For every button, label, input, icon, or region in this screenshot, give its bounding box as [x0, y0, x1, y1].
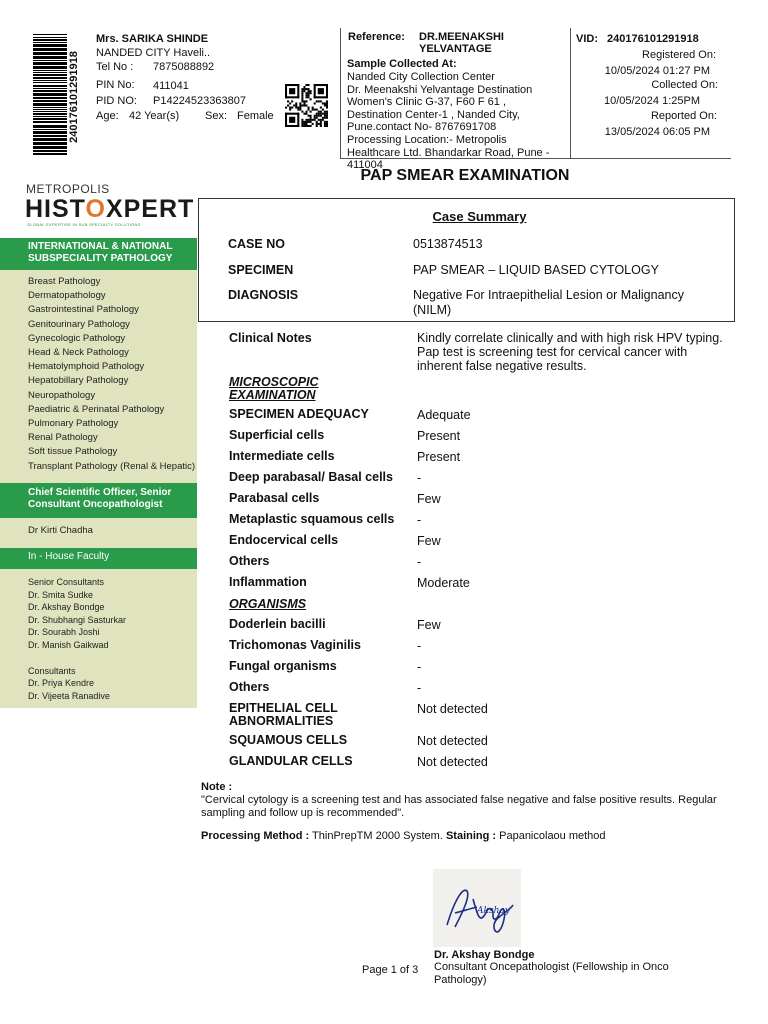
result-label: Endocervical cells [229, 533, 339, 547]
result-row [229, 471, 729, 492]
registered-value: 10/05/2024 01:27 PM [604, 65, 710, 77]
sidebar-heading-subspeciality: INTERNATIONAL & NATIONAL SUBSPECIALITY PATHOLOGY [0, 238, 197, 270]
result-value: Adequate [417, 408, 471, 422]
result-value: - [417, 555, 422, 569]
processing-method: Processing Method : ThinPrepTM 2000 System. Staining : Papanicolaou method [201, 830, 606, 842]
brand-tagline: GLOBAL EXPERTISE IN SUB SPECIALTY SOLUTIONS [27, 222, 141, 227]
faculty-list [0, 569, 197, 706]
tel-label: Tel No : [96, 61, 134, 73]
result-row [229, 513, 729, 534]
tel-value: 7875088892 [153, 61, 215, 73]
result-value: Few [417, 492, 441, 506]
result-row [229, 429, 729, 450]
result-label: Others [229, 554, 270, 568]
reference-label: Reference: [348, 31, 405, 43]
patient-address: NANDED CITY Haveli.. [96, 47, 211, 59]
result-value: Few [417, 618, 441, 632]
result-label: EPITHELIAL CELL ABNORMALITIES [229, 701, 338, 728]
organism-rows [229, 618, 729, 776]
registered-label: Registered On: [642, 49, 716, 61]
list-item: Gastrointestinal Pathology [28, 304, 139, 316]
list-item: Pulmonary Pathology [28, 418, 119, 430]
list-item: Dr. Smita Sudke [28, 589, 94, 600]
result-row [229, 408, 729, 429]
sidebar-heading-faculty: In - House Faculty [0, 548, 197, 569]
result-label: Inflammation [229, 575, 307, 589]
result-row [229, 639, 729, 660]
result-row [229, 555, 729, 576]
diagnosis-label: DIAGNOSIS [228, 288, 299, 302]
result-label: Doderlein bacilli [229, 617, 326, 631]
list-item: Neuropathology [28, 389, 96, 401]
list-item: Dr. Sourabh Joshi [28, 627, 100, 638]
specialty-list [0, 270, 197, 483]
note-text: "Cervical cytology is a screening test and has associated false negative and false positive results. Regular sampling and follow up is recommended". [201, 794, 717, 819]
sex-label: Sex: [205, 110, 228, 122]
result-row [229, 534, 729, 555]
signature-image [433, 869, 521, 947]
page-number: Page 1 of 3 [362, 964, 419, 976]
result-value: Not detected [417, 702, 488, 716]
pid-value: P14224523363807 [153, 95, 246, 107]
reported-label: Reported On: [650, 110, 717, 122]
signature-icon [433, 869, 521, 947]
list-item: Hepatobillary Pathology [28, 375, 129, 387]
brand-metropolis: METROPOLIS [26, 182, 110, 196]
barcode-number: 240176101291918 [68, 51, 80, 143]
report-title: PAP SMEAR EXAMINATION [360, 167, 570, 184]
vid-label: VID: [576, 33, 598, 45]
note-label: Note : [201, 781, 233, 793]
list-item: Dr. Priya Kendre [28, 678, 95, 689]
result-row [229, 576, 729, 597]
pin-value: 411041 [153, 80, 189, 92]
microscopic-heading: MICROSCOPIC EXAMINATION [229, 375, 319, 402]
result-value: Few [417, 534, 441, 548]
result-label: Fungal organisms [229, 659, 337, 673]
reported-value: 13/05/2024 06:05 PM [604, 126, 710, 138]
consultants-label: Consultants [28, 665, 76, 676]
list-item: Dermatopathology [28, 290, 106, 302]
case-summary-title: Case Summary [432, 209, 527, 224]
list-item: Dr. Shubhangi Sasturkar [28, 614, 127, 625]
result-label: Metaplastic squamous cells [229, 512, 395, 526]
list-item: Renal Pathology [28, 432, 98, 444]
result-value: Present [417, 429, 461, 443]
result-row [229, 618, 729, 639]
result-label: Intermediate cells [229, 449, 335, 463]
sidebar [0, 238, 197, 708]
result-value: - [417, 513, 422, 527]
barcode [33, 34, 67, 156]
result-value: Not detected [417, 755, 488, 769]
result-row [229, 734, 729, 755]
sex-value: Female [237, 110, 274, 122]
result-value: - [417, 660, 422, 674]
result-label: Trichomonas Vaginilis [229, 638, 361, 652]
signature-text: Akshay [477, 906, 510, 916]
case-no-value: 0513874513 [413, 237, 483, 251]
result-row [229, 450, 729, 471]
result-value: Not detected [417, 734, 488, 748]
vid-value: 240176101291918 [607, 33, 699, 45]
list-item: Genitourinary Pathology [28, 318, 130, 330]
result-label: GLANDULAR CELLS [229, 754, 353, 768]
list-item: Head & Neck Pathology [28, 347, 129, 359]
list-item: Transplant Pathology (Renal & Hepatic) [28, 460, 196, 472]
sample-collected-address: Nanded City Collection Center Dr. Meenakshi Yelvantage Destination Women's Clinic G-37, F60 F 61 , Destination Center-1 , Nanded City, Pune.contact No- 8767691708 Processing Location:- Metropolis Healthcare Ltd. Bhandarkar Road, Pune - 411004 [347, 71, 550, 172]
organisms-heading: ORGANISMS [229, 597, 307, 611]
signatory-name: Dr. Akshay Bondge [434, 949, 535, 961]
age-value: 42 Year(s) [129, 110, 180, 122]
list-item: Gynecologic Pathology [28, 332, 126, 344]
qr-code [285, 84, 328, 127]
result-row [229, 492, 729, 513]
list-item: Soft tissue Pathology [28, 446, 118, 458]
pin-label: PIN No: [96, 79, 135, 91]
clinical-notes-value: Kindly correlate clinically and with high risk HPV typing. Pap test is screening test for cervical cancer with inherent false negative results. [417, 331, 723, 373]
signatory-role: Consultant Oncepathologist (Fellowship in Onco Pathology) [434, 961, 669, 986]
cso-name: Dr Kirti Chadha [28, 525, 93, 536]
brand-logo: HISTOXPERT [25, 195, 195, 223]
clinical-notes-label: Clinical Notes [229, 331, 312, 345]
result-label: Others [229, 680, 270, 694]
result-value: - [417, 639, 422, 653]
result-row [229, 681, 729, 702]
list-item: Dr. Manish Gaikwad [28, 639, 109, 650]
age-label: Age: [96, 110, 119, 122]
list-item: Hematolymphoid Pathology [28, 361, 145, 373]
result-row [229, 660, 729, 681]
result-value: - [417, 471, 422, 485]
sidebar-heading-cso: Chief Scientific Officer, Senior Consultant Oncopathologist [0, 483, 197, 518]
pid-label: PID NO: [96, 95, 137, 107]
diagnosis-value: Negative For Intraepithelial Lesion or Malignancy (NILM) [413, 288, 684, 317]
list-item: Dr. Vijeeta Ranadive [28, 690, 110, 701]
list-item: Dr. Akshay Bondge [28, 602, 105, 613]
patient-name: Mrs. SARIKA SHINDE [96, 33, 209, 45]
sample-collected-label: Sample Collected At: [347, 58, 457, 70]
result-label: SPECIMEN ADEQUACY [229, 407, 369, 421]
result-row [229, 755, 729, 776]
specimen-value: PAP SMEAR – LIQUID BASED CYTOLOGY [413, 263, 659, 277]
result-value: Moderate [417, 576, 470, 590]
result-label: SQUAMOUS CELLS [229, 733, 348, 747]
result-label: Deep parabasal/ Basal cells [229, 470, 393, 484]
reference-doctor-line1: DR.MEENAKSHI [419, 31, 504, 43]
reference-doctor-line2: YELVANTAGE [419, 43, 492, 55]
result-value: Present [417, 450, 461, 464]
list-item: Paediatric & Perinatal Pathology [28, 403, 165, 415]
result-value: - [417, 681, 422, 695]
result-label: Superficial cells [229, 428, 325, 442]
result-label: Parabasal cells [229, 491, 320, 505]
collected-value: 10/05/2024 1:25PM [603, 95, 700, 107]
senior-consultants-label: Senior Consultants [28, 577, 105, 587]
result-row [229, 702, 729, 734]
case-no-label: CASE NO [228, 237, 285, 251]
list-item: Breast Pathology [28, 276, 101, 287]
microscopic-rows [229, 408, 729, 597]
specimen-label: SPECIMEN [228, 263, 294, 277]
collected-label: Collected On: [651, 79, 718, 91]
